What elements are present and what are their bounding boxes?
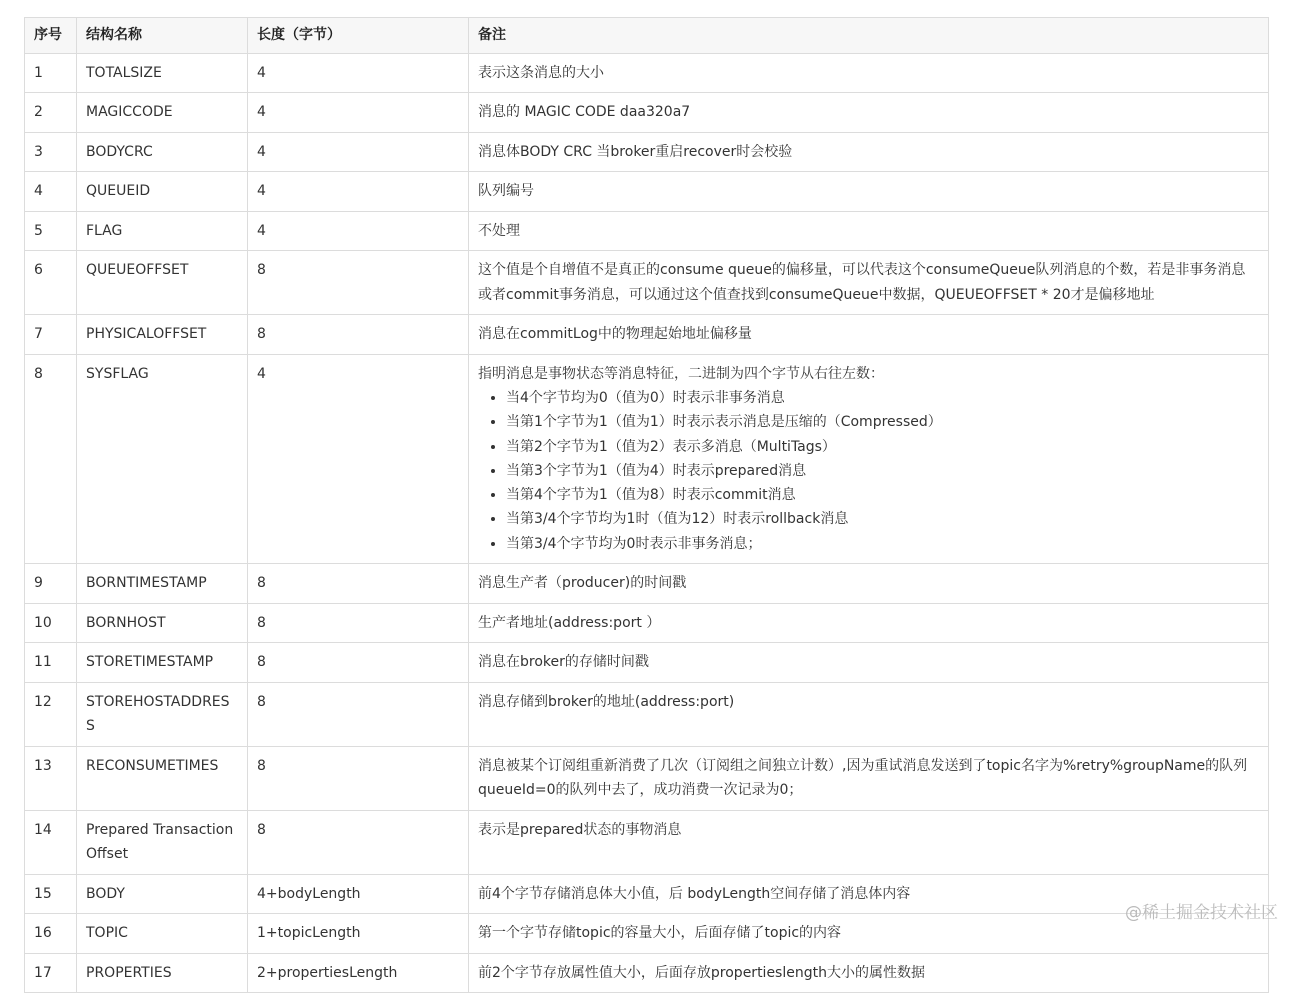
list-item: • 当第3个字节为1（值为4）时表示prepared消息 xyxy=(506,459,1259,483)
cell-length: 4 xyxy=(248,211,469,251)
table-row xyxy=(25,914,1269,954)
header-row xyxy=(25,18,1269,54)
cell-no: 12 xyxy=(25,682,77,746)
cell-length: 8 xyxy=(248,643,469,683)
list-item: • 当4个字节均为0（值为0）时表示非事务消息 xyxy=(506,386,1259,410)
cell-no: 2 xyxy=(25,93,77,133)
cell-name: TOTALSIZE xyxy=(77,53,248,93)
cell-name: BORNTIMESTAMP xyxy=(77,564,248,604)
cell-note: 前2个字节存放属性值大小，后面存放propertieslength大小的属性数据 xyxy=(469,953,1269,993)
cell-no: 4 xyxy=(25,172,77,212)
table-row xyxy=(25,810,1269,874)
cell-length: 4 xyxy=(248,132,469,172)
cell-length: 4 xyxy=(248,354,469,564)
cell-length: 8 xyxy=(248,746,469,810)
cell-name: TOPIC xyxy=(77,914,248,954)
cell-note: 消息在commitLog中的物理起始地址偏移量 xyxy=(469,315,1269,355)
cell-note: 前4个字节存储消息体大小值，后 bodyLength空间存储了消息体内容 xyxy=(469,874,1269,914)
cell-no: 1 xyxy=(25,53,77,93)
cell-no: 11 xyxy=(25,643,77,683)
list-item: • 当第2个字节为1（值为2）表示多消息（MultiTags） xyxy=(506,435,1259,459)
table-row xyxy=(25,874,1269,914)
table-row xyxy=(25,211,1269,251)
cell-name: MAGICCODE xyxy=(77,93,248,133)
cell-no: 16 xyxy=(25,914,77,954)
cell-length: 8 xyxy=(248,810,469,874)
cell-name: FLAG xyxy=(77,211,248,251)
cell-no: 3 xyxy=(25,132,77,172)
watermark: @稀土掘金技术社区 xyxy=(1125,903,1278,923)
cell-name: Prepared Transaction Offset xyxy=(77,810,248,874)
sysflag-bullet-list xyxy=(478,386,1259,556)
table-row xyxy=(25,354,1269,564)
cell-note: 生产者地址(address:port ） xyxy=(469,603,1269,643)
cell-note: 消息被某个订阅组重新消费了几次（订阅组之间独立计数）,因为重试消息发送到了topic名字为%retry%groupName的队列queueId=0的队列中去了，成功消费一次记录为0； xyxy=(469,746,1269,810)
cell-length: 8 xyxy=(248,682,469,746)
cell-no: 9 xyxy=(25,564,77,604)
cell-length: 8 xyxy=(248,564,469,604)
header-no: 序号 xyxy=(25,18,77,54)
cell-name: QUEUEID xyxy=(77,172,248,212)
table-row xyxy=(25,564,1269,604)
cell-name: SYSFLAG xyxy=(77,354,248,564)
header-note: 备注 xyxy=(469,18,1269,54)
table-row xyxy=(25,172,1269,212)
table-row xyxy=(25,643,1269,683)
sysflag-intro: 指明消息是事物状态等消息特征，二进制为四个字节从右往左数： xyxy=(478,365,884,382)
cell-length: 4 xyxy=(248,93,469,133)
cell-length: 2+propertiesLength xyxy=(248,953,469,993)
cell-no: 8 xyxy=(25,354,77,564)
list-item: • 当第1个字节为1（值为1）时表示表示消息是压缩的（Compressed） xyxy=(506,410,1259,434)
list-item: • 当第3/4个字节均为1时（值为12）时表示rollback消息 xyxy=(506,507,1259,531)
table-row xyxy=(25,603,1269,643)
cell-length: 4+bodyLength xyxy=(248,874,469,914)
cell-no: 6 xyxy=(25,251,77,315)
table-row xyxy=(25,93,1269,133)
cell-note-sysflag xyxy=(469,354,1269,564)
cell-name: RECONSUMETIMES xyxy=(77,746,248,810)
cell-length: 8 xyxy=(248,251,469,315)
table-row xyxy=(25,315,1269,355)
cell-name: BORNHOST xyxy=(77,603,248,643)
cell-name: BODYCRC xyxy=(77,132,248,172)
cell-no: 7 xyxy=(25,315,77,355)
header-length: 长度（字节） xyxy=(248,18,469,54)
cell-length: 4 xyxy=(248,172,469,212)
list-item: • 当第3/4个字节均为0时表示非事务消息； xyxy=(506,532,1259,556)
cell-name: BODY xyxy=(77,874,248,914)
cell-note: 第一个字节存储topic的容量大小，后面存储了topic的内容 xyxy=(469,914,1269,954)
cell-note: 这个值是个自增值不是真正的consume queue的偏移量，可以代表这个consumeQueue队列消息的个数，若是非事务消息或者commit事务消息，可以通过这个值查找到consumeQueue中数据，QUEUEOFFSET * 20才是偏移地址 xyxy=(469,251,1269,315)
table-row xyxy=(25,251,1269,315)
header-name: 结构名称 xyxy=(77,18,248,54)
table-row xyxy=(25,132,1269,172)
table-row xyxy=(25,746,1269,810)
table-row xyxy=(25,682,1269,746)
cell-name: STOREHOSTADDRESS xyxy=(77,682,248,746)
cell-name: STORETIMESTAMP xyxy=(77,643,248,683)
list-item: • 当第4个字节为1（值为8）时表示commit消息 xyxy=(506,483,1259,507)
table-row xyxy=(25,53,1269,93)
cell-note: 表示是prepared状态的事物消息 xyxy=(469,810,1269,874)
cell-name: QUEUEOFFSET xyxy=(77,251,248,315)
table-row xyxy=(25,953,1269,993)
cell-note: 消息生产者（producer)的时间戳 xyxy=(469,564,1269,604)
cell-no: 17 xyxy=(25,953,77,993)
cell-length: 8 xyxy=(248,315,469,355)
cell-length: 1+topicLength xyxy=(248,914,469,954)
cell-no: 13 xyxy=(25,746,77,810)
cell-note: 消息在broker的存储时间戳 xyxy=(469,643,1269,683)
cell-no: 14 xyxy=(25,810,77,874)
cell-no: 15 xyxy=(25,874,77,914)
cell-note: 消息的 MAGIC CODE daa320a7 xyxy=(469,93,1269,133)
message-structure-table xyxy=(24,17,1269,993)
cell-no: 10 xyxy=(25,603,77,643)
cell-note: 消息存储到broker的地址(address:port) xyxy=(469,682,1269,746)
cell-length: 8 xyxy=(248,603,469,643)
cell-note: 消息体BODY CRC 当broker重启recover时会校验 xyxy=(469,132,1269,172)
cell-length: 4 xyxy=(248,53,469,93)
cell-name: PHYSICALOFFSET xyxy=(77,315,248,355)
cell-note: 队列编号 xyxy=(469,172,1269,212)
cell-name: PROPERTIES xyxy=(77,953,248,993)
cell-note: 不处理 xyxy=(469,211,1269,251)
cell-no: 5 xyxy=(25,211,77,251)
cell-note: 表示这条消息的大小 xyxy=(469,53,1269,93)
